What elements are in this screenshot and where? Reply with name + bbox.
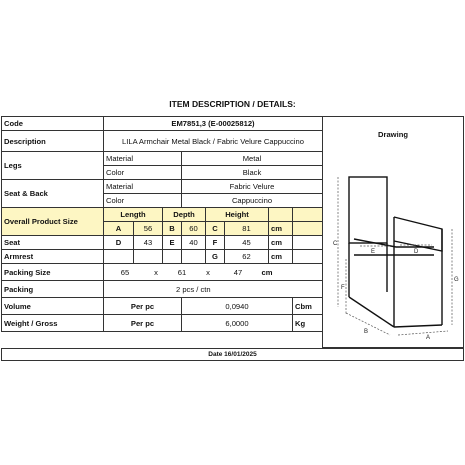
- dim-a-value: 56: [134, 222, 163, 236]
- dim-e-value: 40: [182, 236, 206, 250]
- spacer-cell: [182, 250, 206, 264]
- packing-x-1: x: [154, 267, 158, 277]
- backrest-shape: [349, 177, 387, 243]
- seat-dim-label: Seat: [2, 236, 104, 250]
- seat-material-value: Fabric Velure: [182, 180, 323, 194]
- height-header: Height: [206, 208, 269, 222]
- drawing-label-d: D: [414, 249, 419, 255]
- dim-f-unit: cm: [269, 236, 293, 250]
- drawing-title: Drawing: [378, 130, 408, 139]
- weight-label: Weight / Gross: [2, 315, 104, 332]
- length-header: Length: [104, 208, 163, 222]
- side-stretcher: [349, 297, 394, 327]
- armrest-label: Armrest: [2, 250, 104, 264]
- dim-d-letter: D: [104, 236, 134, 250]
- packing-length: 65: [120, 267, 130, 277]
- drawing-panel: [322, 116, 464, 348]
- description-value: LILA Armchair Metal Black / Fabric Velure Cappuccino: [104, 131, 323, 152]
- dim-f-letter: F: [206, 236, 225, 250]
- packing-value: 2 pcs / ctn: [176, 284, 211, 294]
- dim-line-a: [398, 331, 448, 335]
- date-footer: Date 16/01/2025: [1, 348, 464, 361]
- drawing-label-e: E: [371, 249, 376, 255]
- overall-size-label: Overall Product Size: [2, 208, 104, 236]
- code-value: EM7851,3 (E-00025812): [104, 117, 323, 131]
- packing-label: Packing: [2, 281, 104, 298]
- packing-size-value: [104, 264, 323, 281]
- drawing-label-b: B: [364, 329, 369, 335]
- packing-height: 47: [233, 267, 243, 277]
- volume-label: Volume: [2, 298, 104, 315]
- volume-per: Per pc: [104, 298, 182, 315]
- drawing-label-f: F: [341, 285, 345, 291]
- weight-value: 6,0000: [182, 315, 293, 332]
- spacer-cell: [163, 250, 182, 264]
- dim-f-value: 45: [225, 236, 269, 250]
- seat-material-row: [2, 180, 323, 194]
- legs-material-label: Material: [104, 152, 182, 166]
- armrest-frame: [394, 217, 442, 251]
- dim-b-value: 60: [182, 222, 206, 236]
- drawing-label-g: G: [454, 277, 459, 283]
- spacer-cell: [293, 222, 323, 236]
- spacer-cell: [293, 236, 323, 250]
- spacer-cell: [104, 250, 134, 264]
- volume-unit: Cbm: [293, 298, 323, 315]
- drawing-label-a: A: [426, 335, 431, 341]
- volume-value: 0,0940: [182, 298, 293, 315]
- page-title: ITEM DESCRIPTION / DETAILS:: [169, 99, 296, 109]
- description-row: [2, 131, 323, 152]
- packing-unit: cm: [261, 267, 273, 277]
- seat-color-label: Color: [104, 194, 182, 208]
- packing-size-label: Packing Size: [2, 264, 104, 281]
- seat-dim-row: [2, 236, 323, 250]
- dim-a-letter: A: [104, 222, 134, 236]
- weight-per: Per pc: [104, 315, 182, 332]
- packing-row: [2, 281, 323, 298]
- dim-d-value: 43: [134, 236, 163, 250]
- spec-table: [1, 116, 323, 332]
- dim-g-value: 62: [225, 250, 269, 264]
- legs-color-label: Color: [104, 166, 182, 180]
- dim-g-letter: G: [206, 250, 225, 264]
- dim-c-unit: cm: [269, 222, 293, 236]
- volume-row: [2, 298, 323, 315]
- spacer-cell: [293, 250, 323, 264]
- description-label: Description: [2, 131, 104, 152]
- seat-color-value: Cappuccino: [182, 194, 323, 208]
- dim-c-value: 81: [225, 222, 269, 236]
- packing-size-row: [2, 264, 323, 281]
- weight-unit: Kg: [293, 315, 323, 332]
- code-label: Code: [2, 117, 104, 131]
- chair-drawing: [324, 147, 464, 347]
- packing-x-2: x: [206, 267, 210, 277]
- dim-g-unit: cm: [269, 250, 293, 264]
- seat-back-label: Seat & Back: [2, 180, 104, 208]
- spacer-cell: [134, 250, 163, 264]
- legs-color-value: Black: [182, 166, 323, 180]
- legs-label: Legs: [2, 152, 104, 180]
- dim-e-letter: E: [163, 236, 182, 250]
- dimension-header-row: [2, 208, 323, 222]
- packing-value-cell: [104, 281, 323, 298]
- header-spacer: [293, 208, 323, 222]
- header-spacer: [269, 208, 293, 222]
- depth-header: Depth: [163, 208, 206, 222]
- dim-c-letter: C: [206, 222, 225, 236]
- packing-width: 61: [177, 267, 187, 277]
- dim-b-letter: B: [163, 222, 182, 236]
- armrest-row: [2, 250, 323, 264]
- legs-material-value: Metal: [182, 152, 323, 166]
- legs-material-row: [2, 152, 323, 166]
- seat-material-label: Material: [104, 180, 182, 194]
- front-stretcher: [394, 325, 442, 327]
- weight-row: [2, 315, 323, 332]
- drawing-label-c: C: [333, 241, 338, 247]
- code-row: [2, 117, 323, 131]
